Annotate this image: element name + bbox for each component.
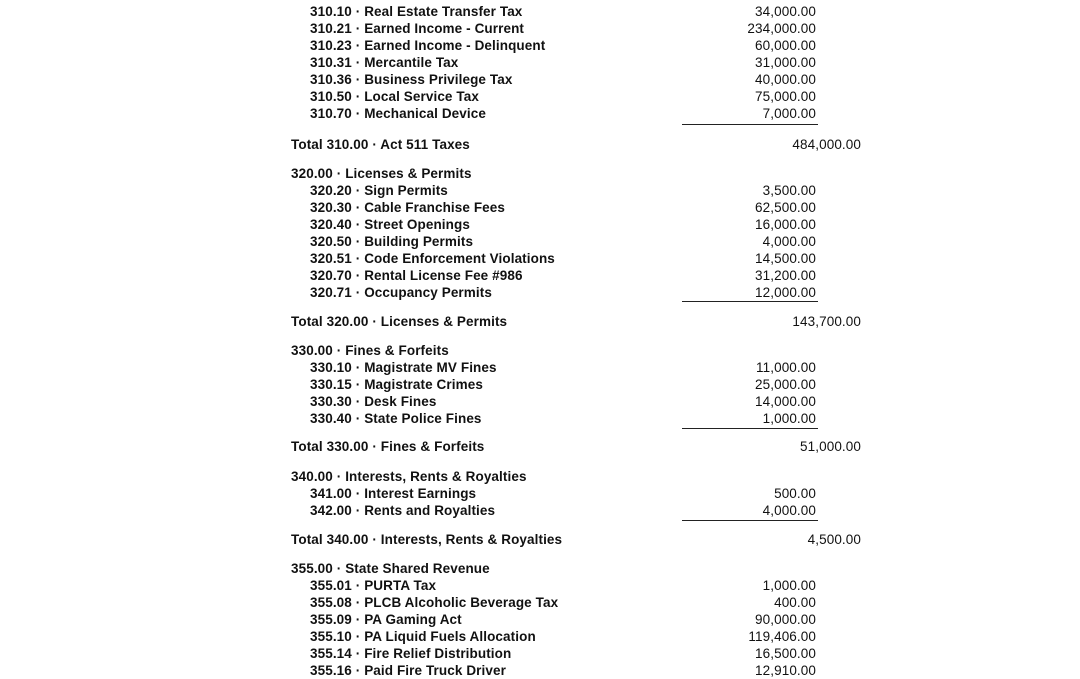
line-item-amount: 60,000.00 xyxy=(755,38,816,53)
line-item-label: 330.30 · Desk Fines xyxy=(310,394,437,409)
line-item-amount: 16,500.00 xyxy=(755,646,816,661)
line-item-amount: 4,000.00 xyxy=(762,503,816,518)
section-total xyxy=(291,313,861,330)
line-item xyxy=(310,71,816,88)
line-item-label: 320.51 · Code Enforcement Violations xyxy=(310,251,555,266)
line-item xyxy=(310,250,816,267)
line-item-amount: 12,000.00 xyxy=(755,285,816,300)
section-total-label: Total 320.00 · Licenses & Permits xyxy=(291,314,508,329)
section-header-label: 320.00 · Licenses & Permits xyxy=(291,166,472,181)
line-item xyxy=(310,267,816,284)
line-item-amount: 400.00 xyxy=(774,595,816,610)
line-item-label: 310.50 · Local Service Tax xyxy=(310,89,479,104)
line-item xyxy=(310,216,816,233)
line-item-amount: 500.00 xyxy=(774,486,816,501)
line-item-amount: 7,000.00 xyxy=(762,106,816,121)
line-item-amount: 62,500.00 xyxy=(755,200,816,215)
subtotal-rule xyxy=(682,428,818,429)
line-item-amount: 16,000.00 xyxy=(755,217,816,232)
line-item-amount: 119,406.00 xyxy=(748,629,816,644)
line-item xyxy=(310,376,816,393)
line-item-amount: 234,000.00 xyxy=(747,21,816,36)
line-item-amount: 4,000.00 xyxy=(762,234,816,249)
line-item-amount: 3,500.00 xyxy=(762,183,816,198)
subtotal-rule xyxy=(682,301,818,302)
line-item-label: 355.01 · PURTA Tax xyxy=(310,578,437,593)
section-total-label: Total 310.00 · Act 511 Taxes xyxy=(291,137,470,152)
section-total-amount: 51,000.00 xyxy=(800,439,861,454)
line-item-label: 310.10 · Real Estate Transfer Tax xyxy=(310,4,523,19)
line-item xyxy=(310,54,816,71)
line-item-label: 342.00 · Rents and Royalties xyxy=(310,503,496,518)
line-item xyxy=(310,359,816,376)
line-item-label: 310.21 · Earned Income - Current xyxy=(310,21,525,36)
line-item xyxy=(310,105,816,122)
line-item-amount: 31,200.00 xyxy=(755,268,816,283)
line-item-label: 310.36 · Business Privilege Tax xyxy=(310,72,513,87)
section-total-amount: 4,500.00 xyxy=(807,532,861,547)
section-header-label: 355.00 · State Shared Revenue xyxy=(291,561,490,576)
line-item-amount: 31,000.00 xyxy=(755,55,816,70)
line-item xyxy=(310,662,816,679)
line-item xyxy=(310,594,816,611)
section-header-label: 340.00 · Interests, Rents & Royalties xyxy=(291,469,527,484)
line-item xyxy=(310,199,816,216)
line-item xyxy=(310,611,816,628)
line-item xyxy=(310,88,816,105)
line-item-label: 355.16 · Paid Fire Truck Driver xyxy=(310,663,506,678)
line-item-amount: 34,000.00 xyxy=(755,4,816,19)
line-item xyxy=(310,37,816,54)
line-item-label: 320.71 · Occupancy Permits xyxy=(310,285,492,300)
line-item xyxy=(310,502,816,519)
section-total-amount: 484,000.00 xyxy=(792,137,861,152)
section-total-label: Total 340.00 · Interests, Rents & Royalties xyxy=(291,532,563,547)
line-item-label: 330.40 · State Police Fines xyxy=(310,411,482,426)
line-item-amount: 40,000.00 xyxy=(755,72,816,87)
line-item xyxy=(310,20,816,37)
line-item-amount: 11,000.00 xyxy=(756,360,816,375)
line-item-label: 320.70 · Rental License Fee #986 xyxy=(310,268,523,283)
line-item-label: 355.08 · PLCB Alcoholic Beverage Tax xyxy=(310,595,559,610)
line-item-label: 355.09 · PA Gaming Act xyxy=(310,612,462,627)
line-item-amount: 25,000.00 xyxy=(755,377,816,392)
line-item-label: 320.30 · Cable Franchise Fees xyxy=(310,200,505,215)
section-total xyxy=(291,438,861,455)
subtotal-rule xyxy=(682,124,818,125)
section-total-label: Total 330.00 · Fines & Forfeits xyxy=(291,439,485,454)
section-header xyxy=(291,342,861,359)
line-item xyxy=(310,628,816,645)
section-total xyxy=(291,136,861,153)
section-total-amount: 143,700.00 xyxy=(792,314,861,329)
section-header-label: 330.00 · Fines & Forfeits xyxy=(291,343,449,358)
section-header xyxy=(291,468,861,485)
line-item xyxy=(310,3,816,20)
line-item-label: 310.31 · Mercantile Tax xyxy=(310,55,459,70)
line-item-amount: 14,500.00 xyxy=(755,251,816,266)
line-item-label: 310.23 · Earned Income - Delinquent xyxy=(310,38,546,53)
section-header xyxy=(291,165,861,182)
line-item-label: 320.40 · Street Openings xyxy=(310,217,470,232)
line-item-label: 355.14 · Fire Relief Distribution xyxy=(310,646,512,661)
line-item-amount: 1,000.00 xyxy=(762,578,816,593)
line-item-amount: 1,000.00 xyxy=(762,411,816,426)
section-total xyxy=(291,531,861,548)
line-item-amount: 90,000.00 xyxy=(755,612,816,627)
line-item xyxy=(310,645,816,662)
subtotal-rule xyxy=(682,520,818,521)
line-item-amount: 14,000.00 xyxy=(755,394,816,409)
line-item-amount: 12,910.00 xyxy=(755,663,816,678)
line-item-label: 341.00 · Interest Earnings xyxy=(310,486,477,501)
line-item-label: 330.15 · Magistrate Crimes xyxy=(310,377,483,392)
line-item xyxy=(310,284,816,301)
line-item-amount: 75,000.00 xyxy=(755,89,816,104)
line-item-label: 320.50 · Building Permits xyxy=(310,234,474,249)
line-item-label: 310.70 · Mechanical Device xyxy=(310,106,486,121)
line-item xyxy=(310,410,816,427)
section-header xyxy=(291,560,861,577)
line-item xyxy=(310,485,816,502)
line-item xyxy=(310,577,816,594)
line-item xyxy=(310,182,816,199)
line-item xyxy=(310,393,816,410)
line-item-label: 330.10 · Magistrate MV Fines xyxy=(310,360,497,375)
line-item-label: 355.10 · PA Liquid Fuels Allocation xyxy=(310,629,536,644)
line-item-label: 320.20 · Sign Permits xyxy=(310,183,448,198)
line-item xyxy=(310,233,816,250)
